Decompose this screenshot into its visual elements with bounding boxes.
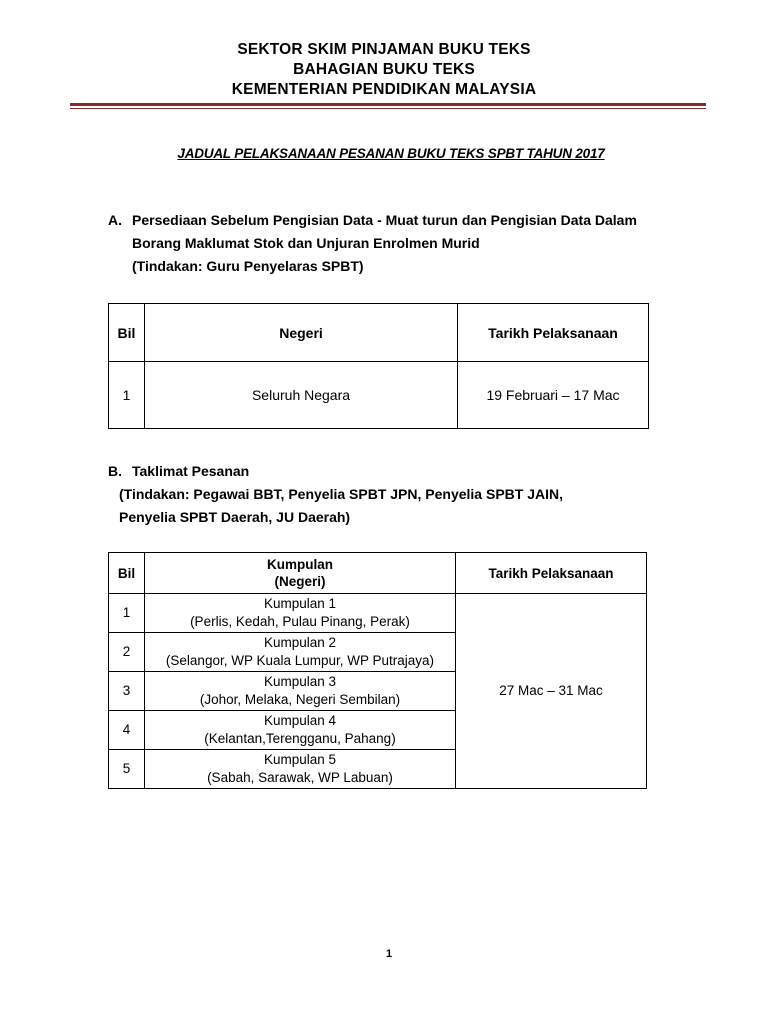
cell-bil: 4 — [109, 711, 145, 750]
cell-bil: 5 — [109, 750, 145, 789]
section-a-line-3: (Tindakan: Guru Penyelaras SPBT) — [132, 258, 364, 274]
section-b-line-3: Penyelia SPBT Daerah, JU Daerah) — [119, 509, 351, 525]
cell-bil: 3 — [109, 672, 145, 711]
header-negeri-label: (Negeri) — [274, 574, 326, 589]
cell-bil: 2 — [109, 633, 145, 672]
group-name: Kumpulan 1 — [263, 596, 337, 611]
section-a-heading — [108, 209, 637, 278]
group-name: Kumpulan 2 — [263, 635, 337, 650]
header-divider-thick — [70, 103, 706, 106]
header-bil: Bil — [109, 304, 145, 362]
header-kumpulan-label: Kumpulan — [267, 557, 333, 572]
section-b-line-1: Taklimat Pesanan — [132, 463, 250, 479]
cell-bil: 1 — [109, 594, 145, 633]
cell-kumpulan — [145, 750, 456, 789]
header-tarikh: Tarikh Pelaksanaan — [458, 304, 649, 362]
group-name: Kumpulan 4 — [263, 713, 337, 728]
section-a-line-1: Persediaan Sebelum Pengisian Data - Muat turun dan Pengisian Data Dalam — [132, 212, 637, 228]
header-line-2: BAHAGIAN BUKU TEKS — [293, 61, 475, 78]
page-number: 1 — [385, 948, 393, 960]
header-divider-thin — [70, 108, 706, 109]
table-section-b — [108, 552, 647, 789]
header-tarikh: Tarikh Pelaksanaan — [456, 553, 647, 594]
cell-tarikh: 27 Mac – 31 Mac — [456, 594, 647, 789]
table-section-a — [108, 303, 649, 429]
header-negeri: Negeri — [145, 304, 458, 362]
cell-bil: 1 — [109, 362, 145, 429]
cell-negeri: Seluruh Negara — [145, 362, 458, 429]
section-b-line-2: (Tindakan: Pegawai BBT, Penyelia SPBT JPN, Penyelia SPBT JAIN, — [119, 486, 563, 502]
cell-kumpulan — [145, 633, 456, 672]
table-header-row — [109, 553, 647, 594]
document-header — [0, 40, 768, 100]
document-title: JADUAL PELAKSANAAN PESANAN BUKU TEKS SPBT TAHUN 2017 — [177, 146, 605, 161]
group-name: Kumpulan 5 — [263, 752, 337, 767]
header-line-1: SEKTOR SKIM PINJAMAN BUKU TEKS — [237, 41, 531, 58]
group-states: (Perlis, Kedah, Pulau Pinang, Perak) — [190, 614, 410, 629]
cell-kumpulan — [145, 594, 456, 633]
section-b-heading — [108, 460, 563, 529]
header-line-3: KEMENTERIAN PENDIDIKAN MALAYSIA — [231, 81, 537, 98]
group-name: Kumpulan 3 — [263, 674, 337, 689]
table-row — [109, 362, 649, 429]
group-states: (Sabah, Sarawak, WP Labuan) — [207, 770, 393, 785]
table-header-row — [109, 304, 649, 362]
group-states: (Johor, Melaka, Negeri Sembilan) — [199, 692, 401, 707]
header-kumpulan — [145, 553, 456, 594]
section-b-letter: B. — [108, 463, 122, 479]
header-bil: Bil — [109, 553, 145, 594]
cell-kumpulan — [145, 711, 456, 750]
table-row — [109, 594, 647, 633]
group-states: (Selangor, WP Kuala Lumpur, WP Putrajaya) — [165, 653, 435, 668]
cell-tarikh: 19 Februari – 17 Mac — [458, 362, 649, 429]
section-a-line-2: Borang Maklumat Stok dan Unjuran Enrolmen Murid — [132, 235, 480, 251]
cell-kumpulan — [145, 672, 456, 711]
section-a-letter: A. — [108, 212, 122, 228]
group-states: (Kelantan,Terengganu, Pahang) — [204, 731, 396, 746]
